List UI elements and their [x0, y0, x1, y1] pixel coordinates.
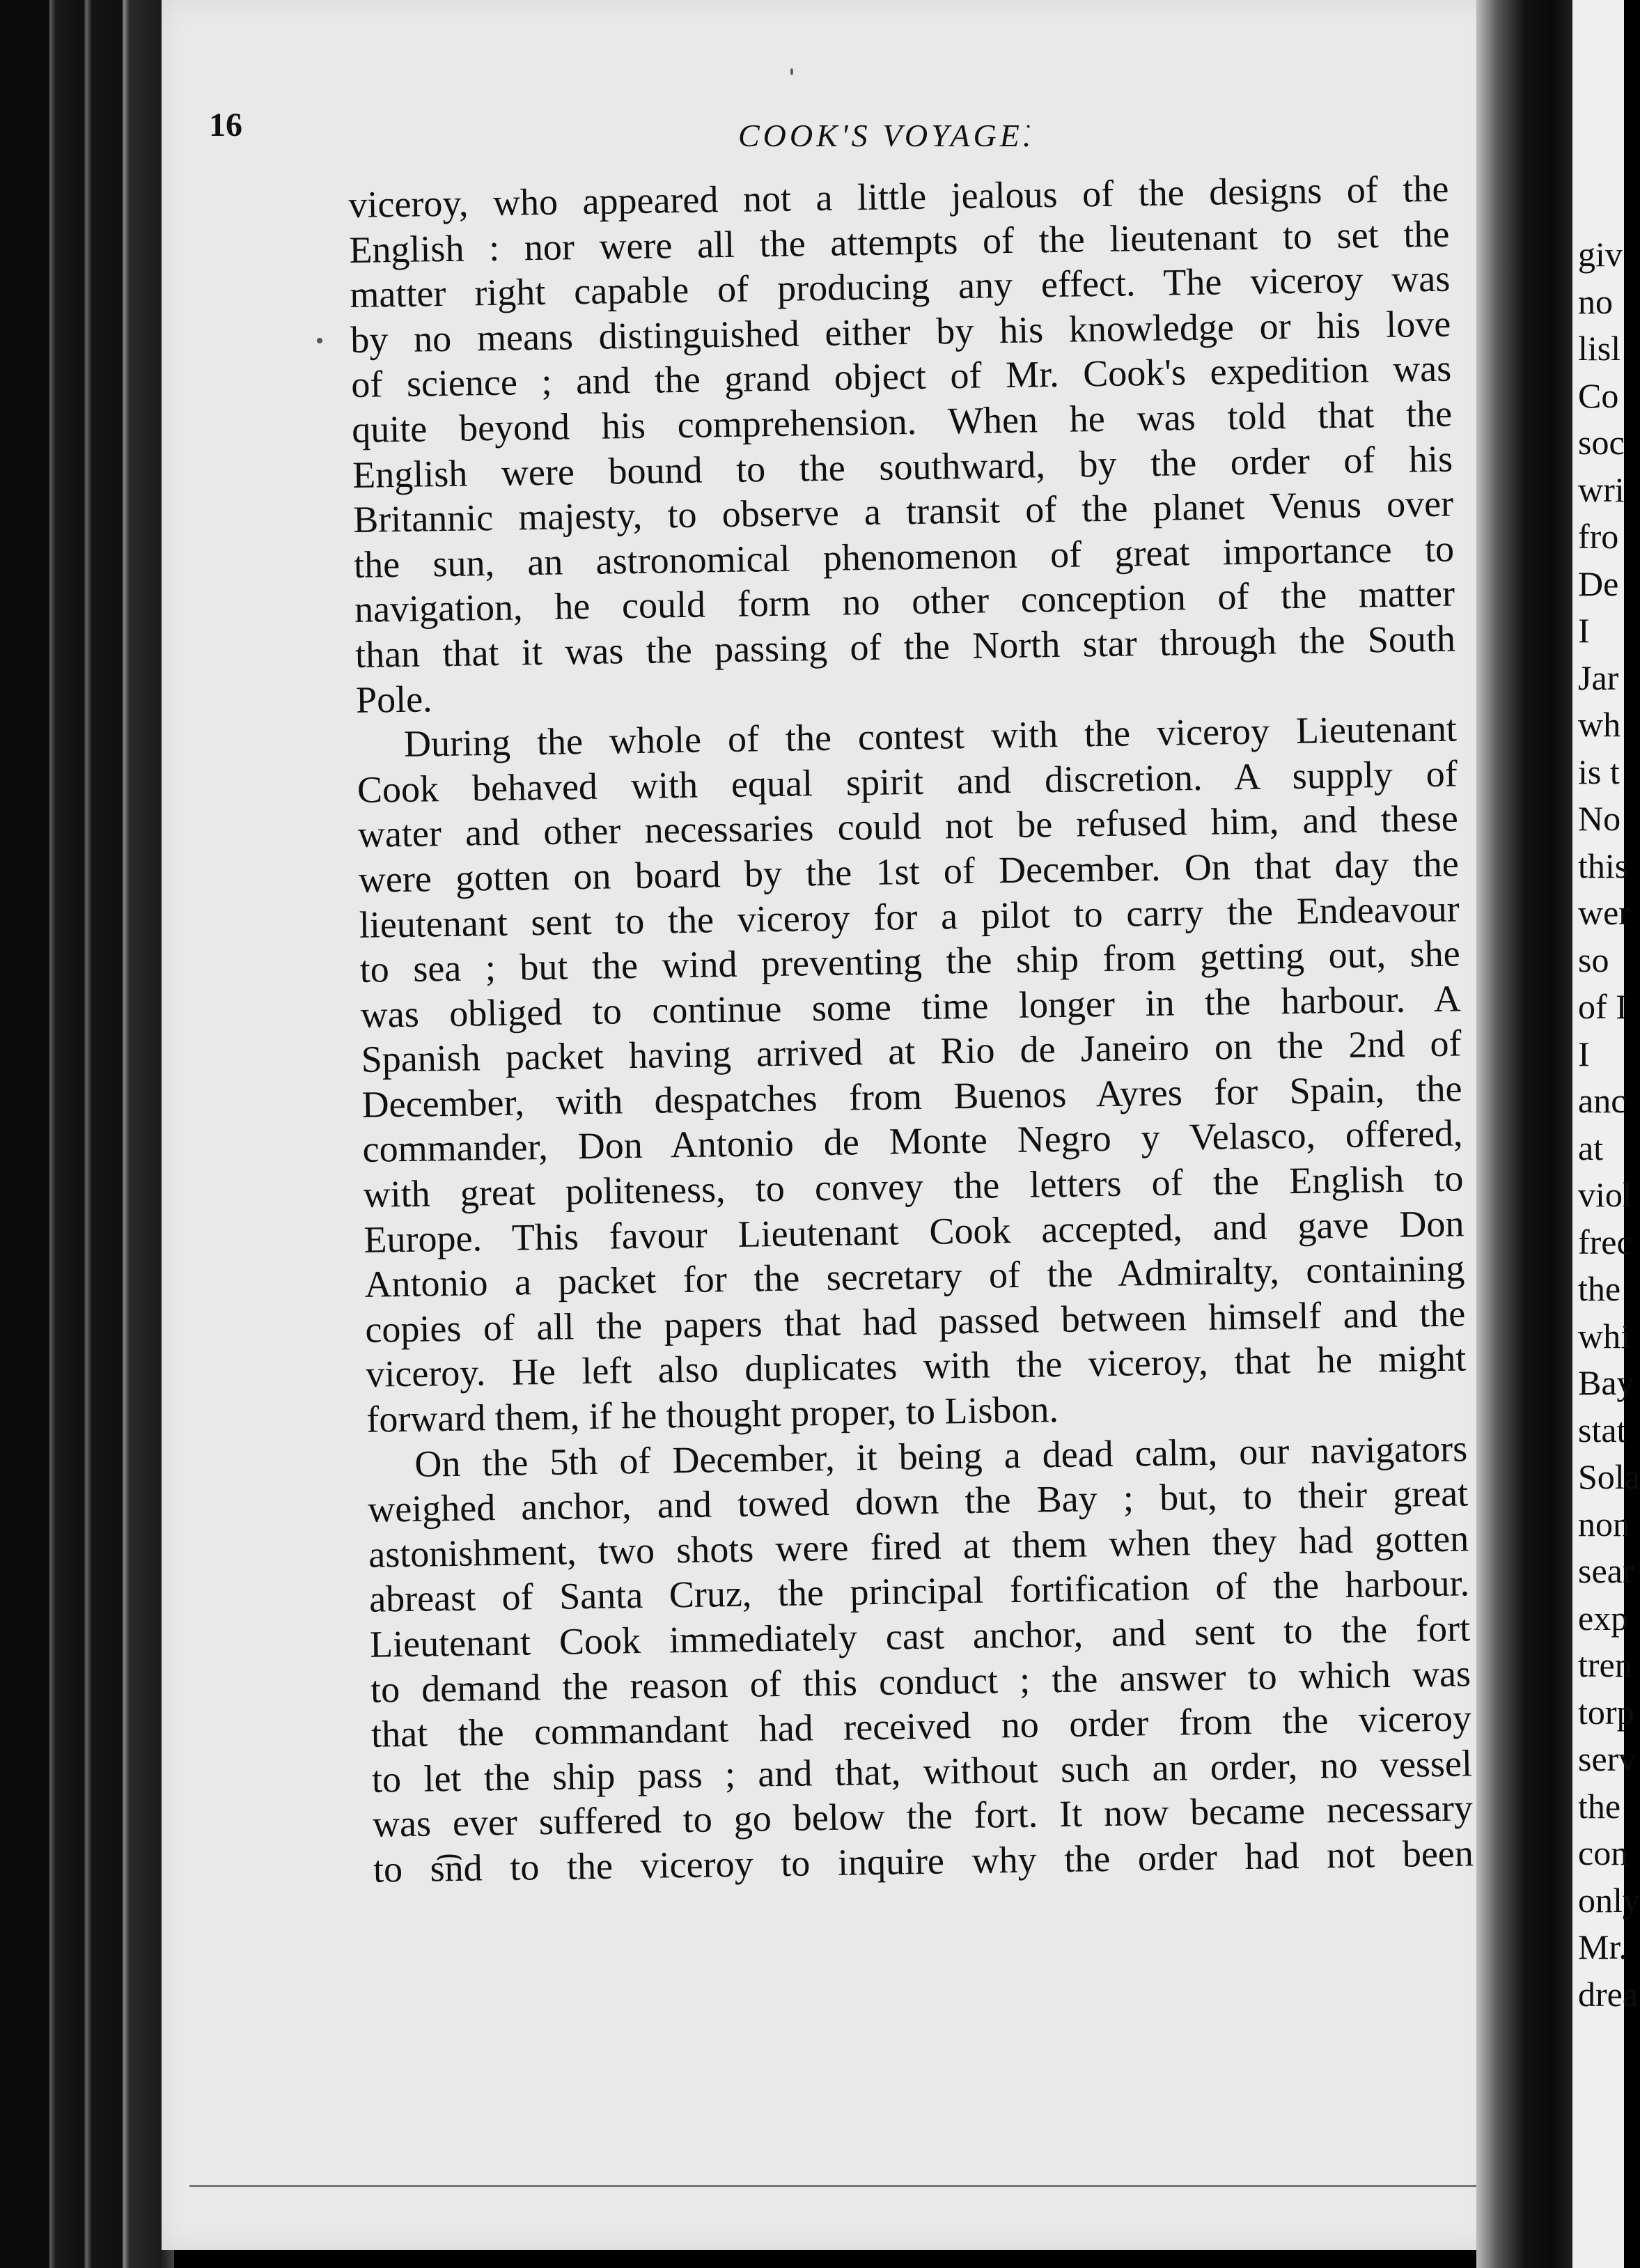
text-line: Cook behaved with equal spirit and discretion. A supply of	[357, 752, 1458, 811]
facing-page-fragment: Mr.	[1578, 1927, 1627, 1966]
text-line: of science ; and the grand object of Mr. Cook's expedition was	[350, 347, 1452, 406]
facing-page-fragment: Sola	[1578, 1457, 1640, 1496]
running-head: COOK'S VOYAGE͘.	[738, 118, 1035, 153]
text-line: water and other necessaries could not be refused him, and these	[357, 797, 1459, 856]
text-line: were gotten on board by the 1st of December. On that day the	[358, 842, 1460, 901]
facing-page-fragment: serv	[1578, 1739, 1637, 1778]
facing-page-fragment: anc	[1578, 1081, 1627, 1120]
text-line: to sea ; but the wind preventing the ship from getting out, she	[359, 932, 1461, 991]
text-line: by no means distinguished either by his knowledge or his love	[350, 302, 1451, 361]
facing-page-fragment: I	[1578, 1034, 1590, 1073]
text-line: to demand the reason of this conduct ; the answer to which was	[370, 1652, 1471, 1711]
facing-page-fragment: Jar	[1578, 658, 1619, 697]
facing-page-fragment: Bay	[1578, 1363, 1634, 1402]
text-line: Lieutenant Cook immediately cast anchor, and sent to the fort	[369, 1607, 1471, 1665]
facing-page-fragment: soc	[1578, 423, 1625, 462]
facing-page-fragment: De	[1578, 564, 1619, 603]
text-line: abreast of Santa Cruz, the principal fortification of the harbour.	[368, 1562, 1470, 1621]
text-line: was ever suffered to go below the fort. It now became necessary	[372, 1787, 1474, 1846]
facing-page-fragment: of I	[1578, 987, 1627, 1026]
text-line: Europe. This favour Lieutenant Cook accepted, and gave Don	[364, 1202, 1465, 1261]
facing-page-fragment: this	[1578, 846, 1629, 885]
facing-page-fragment: con	[1578, 1833, 1629, 1872]
page-speck	[317, 338, 322, 343]
facing-page-edge	[1572, 0, 1640, 2268]
text-line: with great politeness, to convey the letters of the English to	[363, 1157, 1464, 1215]
facing-page-fragment: exp	[1578, 1598, 1629, 1638]
facing-page-fragment: the	[1578, 1786, 1621, 1826]
text-line: astonishment, two shots were fired at them when they had gotten	[368, 1517, 1469, 1576]
text-line: lieutenant sent to the viceroy for a pilot to carry the Endeavour	[359, 887, 1460, 946]
text-line: to let the ship pass ; and that, without such an order, no vessel	[371, 1742, 1473, 1801]
text-line: was obliged to continue some time longer in the harbour. A	[360, 977, 1461, 1036]
text-line: that the commandant had received no order from the viceroy	[370, 1697, 1472, 1755]
page-gutter-shadow	[1476, 0, 1581, 2268]
facing-page-fragment: sear	[1578, 1551, 1634, 1590]
text-line: During the whole of the contest with the viceroy Lieutenant	[403, 707, 1458, 766]
page-number: 16	[209, 107, 242, 143]
facing-page-fragment: so	[1578, 940, 1609, 979]
facing-page-fragment: Co	[1578, 375, 1619, 415]
facing-page-fragment: whi	[1578, 1316, 1630, 1356]
text-line: viceroy. He left also duplicates with the viceroy, that he might	[365, 1337, 1467, 1396]
facing-page-fragment: torp	[1578, 1692, 1634, 1732]
facing-page-fragment: only	[1578, 1880, 1640, 1920]
facing-page-fragment: wer	[1578, 893, 1630, 932]
text-line: copies of all the papers that had passed between himself and the	[364, 1292, 1466, 1351]
text-line: Pole.	[355, 677, 432, 721]
text-line: Britannic majesty, to observe a transit of the planet Venus over	[352, 482, 1454, 541]
facing-page-fragment: viol	[1578, 1175, 1632, 1214]
paragraph	[348, 166, 1456, 722]
facing-page-fragment: drea	[1578, 1974, 1639, 2014]
facing-page-fragment: at	[1578, 1128, 1604, 1167]
text-line: December, with despatches from Buenos Ayres for Spain, the	[361, 1067, 1462, 1126]
facing-page-fragment: wh	[1578, 705, 1621, 744]
text-line: to s͡nd to the viceroy to inquire why the order had not been	[373, 1832, 1474, 1890]
facing-page-fragment: No	[1578, 799, 1621, 838]
facing-page-fragment: stat	[1578, 1410, 1627, 1450]
paragraph	[367, 1426, 1474, 1892]
facing-page-fragment: the	[1578, 1269, 1621, 1308]
facing-page-fragment: fro	[1578, 517, 1619, 556]
text-line: than that it was the passing of the North star through the South	[354, 617, 1456, 676]
text-line: English : nor were all the attempts of the lieutenant to set the	[348, 212, 1450, 271]
facing-page-fragment: frec	[1578, 1222, 1632, 1261]
facing-page-fragment: is t	[1578, 752, 1620, 791]
text-line: forward them, if he thought proper, to Lisbon.	[366, 1388, 1059, 1440]
text-line: weighed anchor, and towed down the Bay ; but, to their great	[367, 1472, 1469, 1531]
facing-page-fragment: no	[1578, 281, 1613, 321]
facing-page-fragment: wri	[1578, 469, 1625, 509]
text-line: commander, Don Antonio de Monte Negro y Velasco, offered,	[362, 1112, 1463, 1171]
facing-page-fragment: tren	[1578, 1645, 1632, 1684]
paragraph	[356, 706, 1467, 1443]
text-line: Spanish packet having arrived at Rio de Janeiro on the 2nd of	[361, 1022, 1462, 1081]
book-binding-edge	[0, 0, 174, 2268]
text-line: matter right capable of producing any effect. The viceroy was	[349, 257, 1451, 316]
facing-page-fragment: I	[1578, 611, 1590, 650]
facing-page-fragment: giv	[1578, 235, 1623, 274]
body-text	[348, 166, 1474, 1893]
text-line: viceroy, who appeared not a little jealous of the designs of the	[348, 167, 1449, 226]
facing-page-fragment: lisl	[1578, 329, 1621, 368]
page-speck	[790, 68, 793, 75]
text-line: Antonio a packet for the secretary of the Admiralty, containing	[364, 1247, 1465, 1306]
text-line: the sun, an astronomical phenomenon of great importance to	[353, 527, 1455, 586]
facing-page-fragment: non	[1578, 1504, 1630, 1544]
text-line: navigation, he could form no other conception of the matter	[354, 572, 1455, 631]
text-line: On the 5th of December, it being a dead calm, our navigators	[414, 1427, 1468, 1485]
text-line: quite beyond his comprehension. When he was told that the	[351, 392, 1453, 451]
text-line: English were bound to the southward, by the order of his	[352, 437, 1453, 496]
